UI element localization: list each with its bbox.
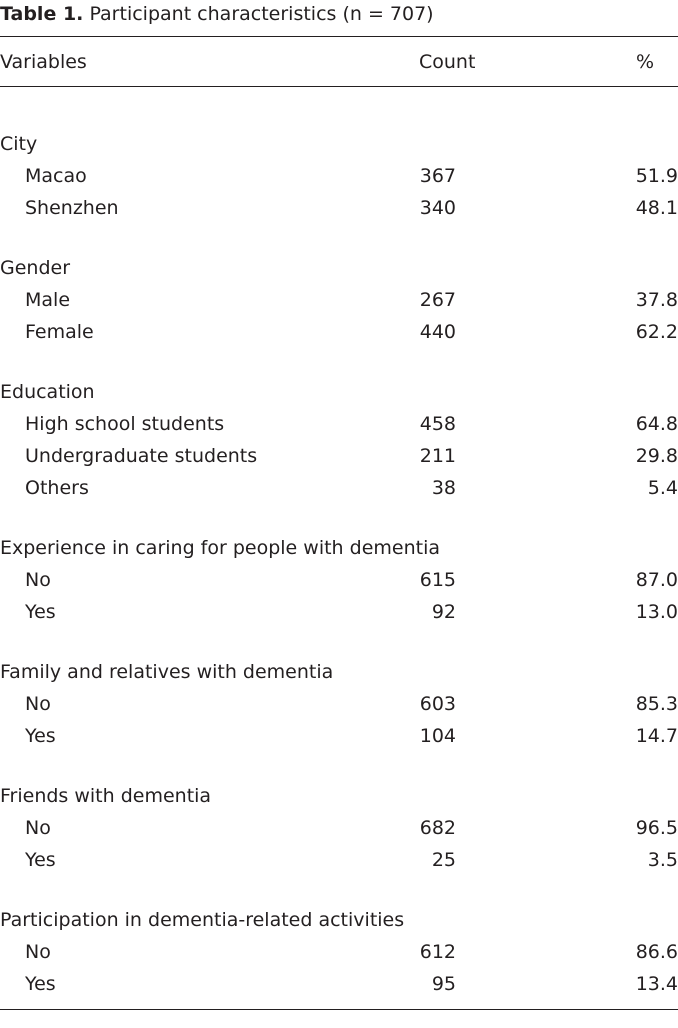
section-title: City — [0, 133, 38, 155]
table-row — [0, 936, 678, 968]
section-header-row — [0, 656, 678, 688]
table-row — [0, 408, 678, 440]
row-label: Female — [25, 321, 94, 343]
table-section — [0, 904, 678, 1000]
row-percent: 14.7 — [635, 725, 678, 747]
row-count: 367 — [419, 165, 456, 187]
row-count: 104 — [419, 725, 456, 747]
row-count: 682 — [419, 817, 456, 839]
row-percent: 37.8 — [635, 289, 678, 311]
row-percent: 5.4 — [647, 477, 678, 499]
row-label: Undergraduate students — [25, 445, 258, 467]
row-percent: 85.3 — [635, 693, 678, 715]
table-row — [0, 596, 678, 628]
row-percent: 64.8 — [635, 413, 678, 435]
row-label: High school students — [25, 413, 225, 435]
section-header-row — [0, 128, 678, 160]
header-count: Count — [419, 51, 476, 73]
table-section — [0, 252, 678, 348]
header-variables: Variables — [0, 51, 87, 73]
row-count: 267 — [419, 289, 456, 311]
section-header-row — [0, 376, 678, 408]
table-section — [0, 376, 678, 504]
row-count: 612 — [419, 941, 456, 963]
row-label: Male — [25, 289, 71, 311]
row-label: Yes — [25, 849, 56, 871]
table-caption-label: Table 1. — [0, 3, 84, 25]
top-rule — [0, 36, 678, 37]
table-body — [0, 128, 678, 1028]
row-count: 615 — [419, 569, 456, 591]
section-title: Participation in dementia-related activities — [0, 909, 405, 931]
row-count: 38 — [431, 477, 456, 499]
row-label: No — [25, 817, 51, 839]
row-percent: 86.6 — [635, 941, 678, 963]
row-percent: 13.4 — [635, 973, 678, 995]
table-section — [0, 656, 678, 752]
row-count: 458 — [419, 413, 456, 435]
row-count: 603 — [419, 693, 456, 715]
section-title: Education — [0, 381, 95, 403]
row-count: 211 — [419, 445, 456, 467]
row-percent: 29.8 — [635, 445, 678, 467]
section-header-row — [0, 904, 678, 936]
row-label: No — [25, 693, 51, 715]
row-count: 440 — [419, 321, 456, 343]
section-title: Family and relatives with dementia — [0, 661, 334, 683]
section-header-row — [0, 532, 678, 564]
section-title: Friends with dementia — [0, 785, 212, 807]
table-row — [0, 472, 678, 504]
table-row — [0, 968, 678, 1000]
row-percent: 96.5 — [635, 817, 678, 839]
table-row — [0, 564, 678, 596]
row-percent: 62.2 — [635, 321, 678, 343]
row-percent: 87.0 — [635, 569, 678, 591]
section-header-row — [0, 252, 678, 284]
table-row — [0, 192, 678, 224]
row-count: 92 — [431, 601, 456, 623]
row-percent: 13.0 — [635, 601, 678, 623]
table-section — [0, 532, 678, 628]
row-label: Others — [25, 477, 89, 499]
row-label: No — [25, 941, 51, 963]
row-count: 25 — [431, 849, 456, 871]
row-label: Shenzhen — [25, 197, 119, 219]
table-row — [0, 812, 678, 844]
table-row — [0, 440, 678, 472]
row-percent: 48.1 — [635, 197, 678, 219]
row-label: Yes — [25, 601, 56, 623]
table-row — [0, 316, 678, 348]
table-row — [0, 688, 678, 720]
row-label: No — [25, 569, 51, 591]
row-label: Yes — [25, 725, 56, 747]
table-section — [0, 128, 678, 224]
bottom-rule — [0, 1009, 678, 1010]
header-rule — [0, 86, 678, 87]
table-row — [0, 720, 678, 752]
header-percent: % — [636, 51, 655, 73]
row-label: Macao — [25, 165, 87, 187]
table-caption-text: Participant characteristics (n = 707) — [89, 3, 434, 25]
row-count: 95 — [431, 973, 456, 995]
table-caption — [0, 0, 434, 28]
row-percent: 3.5 — [647, 849, 678, 871]
section-header-row — [0, 780, 678, 812]
section-title: Gender — [0, 257, 71, 279]
table-row — [0, 284, 678, 316]
table-row — [0, 160, 678, 192]
row-count: 340 — [419, 197, 456, 219]
row-percent: 51.9 — [635, 165, 678, 187]
row-label: Yes — [25, 973, 56, 995]
section-title: Experience in caring for people with dementia — [0, 537, 440, 559]
table-section — [0, 780, 678, 876]
table-row — [0, 844, 678, 876]
